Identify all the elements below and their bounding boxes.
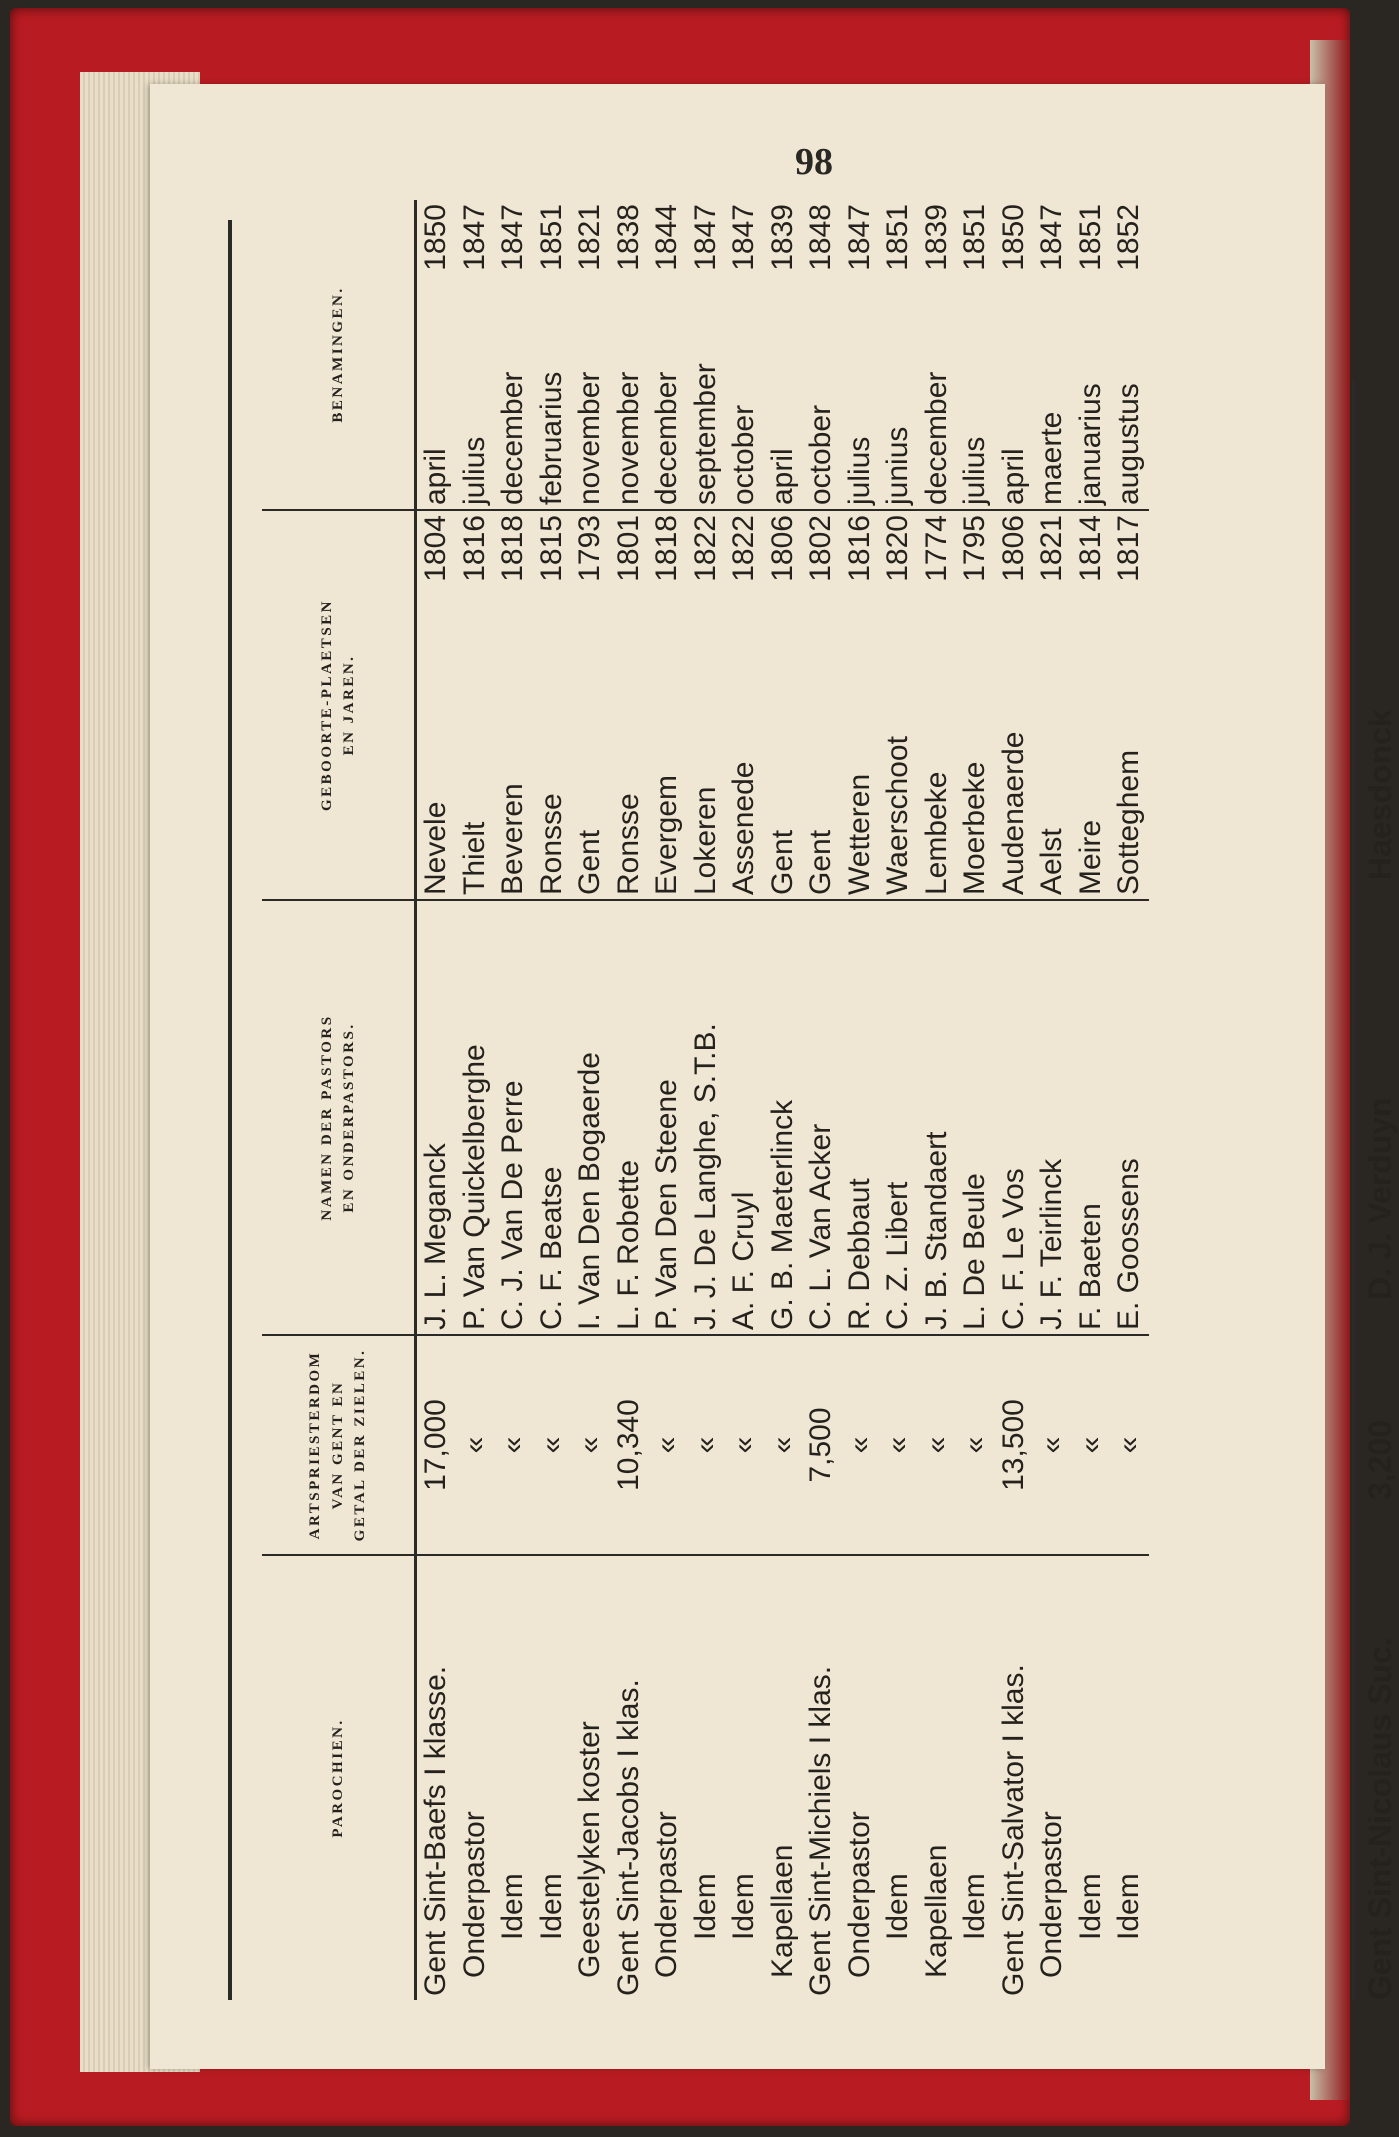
top-rule [228, 220, 232, 2000]
cell-geboorte [725, 510, 764, 900]
cell-naam: C. Z. Libert [879, 900, 918, 1335]
cell-benaming [416, 200, 456, 510]
table-row [687, 200, 726, 2000]
appointment-year: 1848 [804, 204, 837, 271]
birth-year: 1817 [1112, 515, 1145, 582]
birth-place: Thielt [457, 821, 491, 895]
birth-year: 1822 [727, 515, 760, 582]
birth-year: 1806 [765, 515, 799, 582]
cell-benaming [610, 200, 649, 510]
appointment-year: 1850 [419, 204, 452, 271]
birth-year: 1804 [419, 515, 452, 582]
appointment-year: 1839 [765, 204, 799, 271]
cell-zielen: « [879, 1335, 918, 1555]
cell-geboorte [956, 510, 995, 900]
header-namen: NAMEN DER PASTORS EN ONDERPASTORS. [262, 900, 416, 1335]
cell-parochie: Gent Sint-Michiels I klas. [802, 1555, 841, 2000]
cell-zielen: 10,340 [610, 1335, 649, 1555]
cell-naam: E. Goossens [1110, 900, 1149, 1335]
table-row [456, 200, 495, 2000]
birth-place: Moerbeke [958, 761, 991, 895]
table-row [995, 200, 1034, 2000]
appointment-year: 1838 [611, 204, 645, 271]
cell-naam: C. L. Van Acker [802, 900, 841, 1335]
cell-naam: J. J. De Langhe, S.T.B. [687, 900, 726, 1335]
cell-geboorte [1033, 510, 1072, 900]
page-number: 98 [795, 141, 833, 183]
cell-naam: J. L. Meganck [416, 900, 456, 1335]
rotated-table-region [262, 200, 1398, 2000]
cell-naam: G. B. Maeterlinck [764, 900, 803, 1335]
cell-naam: C. F. Le Vos [995, 900, 1034, 1335]
cell-geboorte [764, 510, 803, 900]
table-row [494, 200, 533, 2000]
cell-zielen: 13,500 [995, 1335, 1034, 1555]
header-benamingen: BENAMINGEN. [262, 200, 416, 510]
birth-year: 1818 [496, 515, 529, 582]
birth-year: 1822 [688, 515, 722, 582]
birth-place: Nevele [419, 801, 452, 895]
cell-benaming [1110, 200, 1149, 510]
cell-benaming [995, 200, 1034, 510]
table-row [610, 200, 649, 2000]
cell-benaming [918, 200, 957, 510]
header-artspriesterdom: ARTSPRIESTERDOM VAN GENT EN GETAL DER ZIELEN. [262, 1335, 416, 1555]
cell-parochie: Idem [1072, 1555, 1111, 2000]
birth-place: Waerschoot [881, 736, 914, 895]
cell-zielen: « [956, 1335, 995, 1555]
cell-naam: J. B. Standaert [918, 900, 957, 1335]
cell-benaming [1033, 200, 1072, 510]
table-row [841, 200, 880, 2000]
birth-place: Gent [804, 829, 837, 895]
cell-geboorte [416, 510, 456, 900]
cell-naam: F. Baeten [1072, 900, 1111, 1335]
header-parochien: PAROCHIEN. [262, 1555, 416, 2000]
cell-parochie: Idem [533, 1555, 572, 2000]
birth-place: Lokeren [688, 786, 722, 895]
cell-geboorte [610, 510, 649, 900]
header-row [262, 200, 416, 2000]
table-row [416, 200, 456, 2000]
birth-year: 1814 [1073, 515, 1107, 582]
appointment-year: 1847 [688, 204, 722, 271]
birth-year: 1801 [611, 515, 645, 582]
appointment-month: maerte [1035, 411, 1068, 505]
cell-geboorte [494, 510, 533, 900]
cell-geboorte [456, 510, 495, 900]
cell-benaming [533, 200, 572, 510]
birth-place: Ronsse [611, 793, 645, 895]
bottom-rule [1352, 380, 1355, 2000]
cell-naam: R. Debbaut [841, 900, 880, 1335]
cell-geboorte [1072, 510, 1111, 900]
appointment-month: januarius [1073, 383, 1107, 505]
appointment-month: april [765, 448, 799, 505]
birth-place: Evergem [650, 774, 683, 895]
table-row [1072, 200, 1111, 2000]
cell-benaming [456, 200, 495, 510]
cell-zielen: « [764, 1335, 803, 1555]
birth-place: Assenede [727, 761, 760, 895]
cell-geboorte [1110, 510, 1149, 900]
cell-parochie: Geestelyken koster [571, 1555, 610, 2000]
table-row [918, 200, 957, 2000]
cell-parochie: Kapellaen [918, 1555, 957, 2000]
cell-naam: C. F. Beatse [533, 900, 572, 1335]
appointment-month: december [919, 371, 953, 505]
table-body [416, 200, 1149, 2000]
birth-year: 1816 [842, 515, 876, 582]
table-row [879, 200, 918, 2000]
cell-naam: P. Van Den Steene [648, 900, 687, 1335]
cell-parochie: Idem [725, 1555, 764, 2000]
table-row [725, 200, 764, 2000]
appointment-year: 1851 [958, 204, 991, 271]
appointment-year: 1851 [534, 204, 568, 271]
cell-zielen: « [571, 1335, 610, 1555]
cell-zielen: 7,500 [802, 1335, 841, 1555]
cell-parochie: Gent Sint-Salvator I klas. [995, 1555, 1034, 2000]
appointment-month: april [996, 448, 1030, 505]
cell-parochie: Idem [956, 1555, 995, 2000]
birth-place: Wetteren [842, 773, 876, 895]
cell-zielen: 17,000 [416, 1335, 456, 1555]
cell-benaming [494, 200, 533, 510]
appointment-year: 1847 [496, 204, 529, 271]
birth-place: Audenaerde [996, 731, 1030, 895]
birth-year: 1816 [457, 515, 491, 582]
cell-zielen: « [841, 1335, 880, 1555]
cell-benaming [648, 200, 687, 510]
cell-naam: L. F. Robette [610, 900, 649, 1335]
appointment-year: 1852 [1112, 204, 1145, 271]
table-row [1033, 200, 1072, 2000]
cell-zielen: « [648, 1335, 687, 1555]
cell-benaming [1072, 200, 1111, 510]
table-row [802, 200, 841, 2000]
appointment-month: april [419, 448, 452, 505]
cell-geboorte [571, 510, 610, 900]
appointment-year: 1847 [1035, 204, 1068, 271]
birth-year: 1818 [650, 515, 683, 582]
table-row [956, 200, 995, 2000]
birth-year: 1793 [573, 515, 606, 582]
cell-benaming [725, 200, 764, 510]
cell-geboorte [533, 510, 572, 900]
birth-year: 1806 [996, 515, 1030, 582]
cell-geboorte [879, 510, 918, 900]
cell-parochie: Idem [494, 1555, 533, 2000]
cell-naam: C. J. Van De Perre [494, 900, 533, 1335]
cell-geboorte [841, 510, 880, 900]
birth-place: Lembeke [919, 771, 953, 895]
cell-parochie: Onderpastor [456, 1555, 495, 2000]
appointment-year: 1839 [919, 204, 953, 271]
appointment-month: november [573, 371, 606, 505]
birth-place: Ronsse [534, 793, 568, 895]
cell-naam: A. F. Cruyl [725, 900, 764, 1335]
cell-zielen: « [1072, 1335, 1111, 1555]
appointment-month: julius [457, 436, 491, 505]
birth-year: 1795 [958, 515, 991, 582]
birth-year: 1774 [919, 515, 953, 582]
cell-parochie: Gent Sint-Jacobs I klas. [610, 1555, 649, 2000]
cell-geboorte [995, 510, 1034, 900]
cell-benaming [879, 200, 918, 510]
birth-year: 1820 [881, 515, 914, 582]
birth-year: 1815 [534, 515, 568, 582]
cell-zielen: « [494, 1335, 533, 1555]
cell-benaming [841, 200, 880, 510]
appointment-month: december [650, 371, 683, 505]
next-naam: D. J. Verduyn [1362, 1097, 1398, 1300]
cell-parochie: Idem [879, 1555, 918, 2000]
table-row [648, 200, 687, 2000]
cell-parochie: Idem [1110, 1555, 1149, 2000]
appointment-month: junius [881, 426, 914, 505]
appointment-year: 1851 [1073, 204, 1107, 271]
appointment-year: 1851 [881, 204, 914, 271]
appointment-year: 1847 [457, 204, 491, 271]
birth-year: 1802 [804, 515, 837, 582]
appointment-year: 1847 [727, 204, 760, 271]
next-plaats: Haesdonck [1362, 709, 1398, 880]
cell-geboorte [918, 510, 957, 900]
cell-benaming [687, 200, 726, 510]
cell-naam: J. F. Teirlinck [1033, 900, 1072, 1335]
appointment-month: november [611, 371, 645, 505]
cell-zielen: « [456, 1335, 495, 1555]
cell-parochie: Kapellaen [764, 1555, 803, 2000]
birth-place: Sotteghem [1112, 749, 1145, 895]
cell-parochie: Onderpastor [841, 1555, 880, 2000]
birth-place: Gent [573, 829, 606, 895]
cell-zielen: « [1110, 1335, 1149, 1555]
birth-year: 1821 [1035, 515, 1068, 582]
appointment-month: october [804, 404, 837, 505]
table-row [571, 200, 610, 2000]
cell-parochie: Onderpastor [1033, 1555, 1072, 2000]
cell-parochie: Gent Sint-Baefs I klasse. [416, 1555, 456, 2000]
appointment-year: 1847 [842, 204, 876, 271]
cell-naam: P. Van Quickelberghe [456, 900, 495, 1335]
birth-place: Aelst [1035, 828, 1068, 895]
birth-place: Meire [1073, 819, 1107, 895]
table-row [533, 200, 572, 2000]
appointment-month: julius [958, 436, 991, 505]
appointment-month: december [496, 371, 529, 505]
next-zielen: 3,200 [1362, 1419, 1398, 1500]
appointment-year: 1821 [573, 204, 606, 271]
appointment-year: 1850 [996, 204, 1030, 271]
header-geboorte: GEBOORTE-PLAETSEN EN JAREN. [262, 510, 416, 900]
appointment-month: julius [842, 436, 876, 505]
table-row [1110, 200, 1149, 2000]
cell-zielen: « [533, 1335, 572, 1555]
cell-naam: I. Van Den Bogaerde [571, 900, 610, 1335]
appointment-month: october [727, 404, 760, 505]
cell-geboorte [648, 510, 687, 900]
cell-naam: L. De Beule [956, 900, 995, 1335]
appointment-month: augustus [1112, 383, 1145, 505]
next-parochie: Gent Sint-Nicolaus Suc. [1362, 1637, 1398, 2000]
cell-benaming [956, 200, 995, 510]
cell-geboorte [687, 510, 726, 900]
birth-place: Gent [765, 829, 799, 895]
cell-benaming [802, 200, 841, 510]
cell-zielen: « [918, 1335, 957, 1555]
cell-benaming [571, 200, 610, 510]
cell-parochie: Idem [687, 1555, 726, 2000]
cell-benaming [764, 200, 803, 510]
appointment-month: februarius [534, 371, 568, 505]
cell-zielen: « [687, 1335, 726, 1555]
appointment-year: 1844 [650, 204, 683, 271]
cell-zielen: « [725, 1335, 764, 1555]
parishes-table [262, 200, 1149, 2000]
table-row [764, 200, 803, 2000]
appointment-month: september [688, 363, 722, 505]
cell-parochie: Onderpastor [648, 1555, 687, 2000]
birth-place: Beveren [496, 783, 529, 895]
cell-geboorte [802, 510, 841, 900]
cell-zielen: « [1033, 1335, 1072, 1555]
